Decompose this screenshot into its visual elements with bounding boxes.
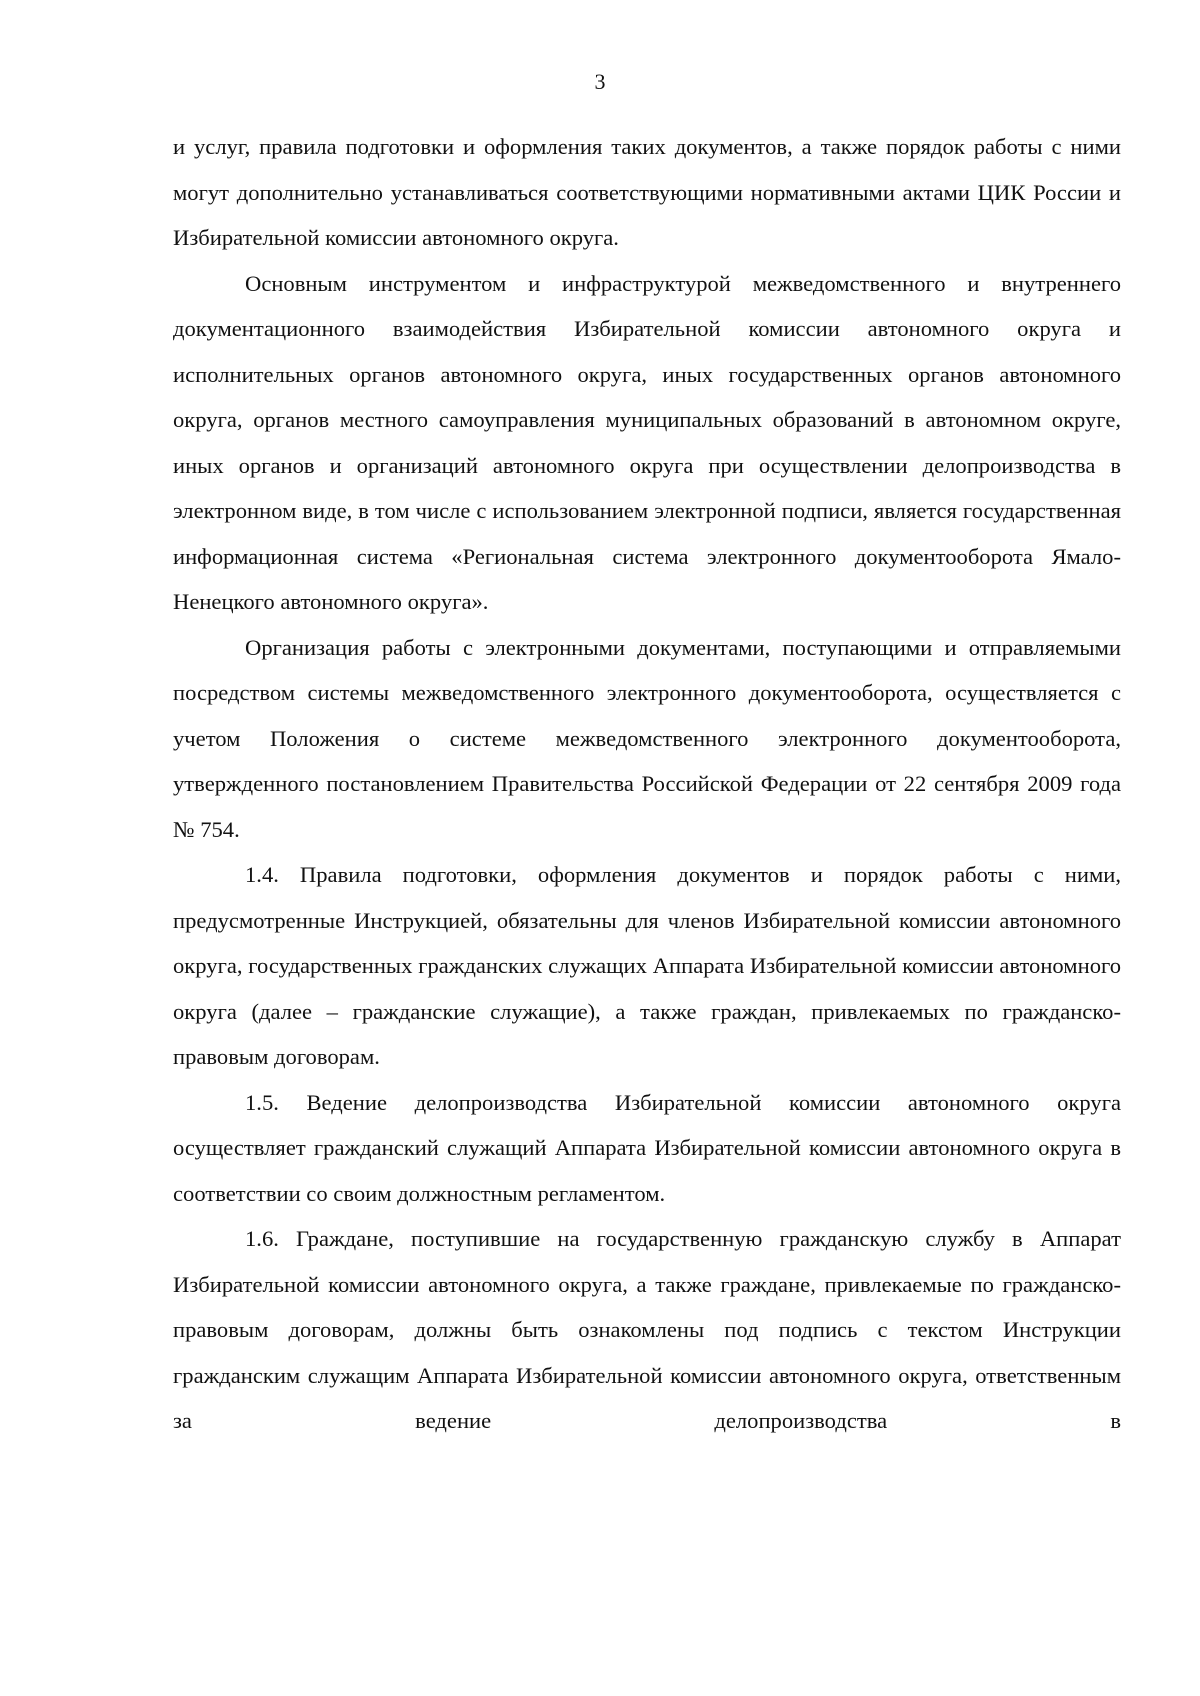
document-body <box>173 124 1121 1444</box>
paragraph-1-4: 1.4. Правила подготовки, оформления документов и порядок работы с ними, предусмотренные Инструкцией, обязательны для членов Избирательной комиссии автономного округа, государственных гражданских служащих Аппарата Избирательной комиссии автономного округа (далее – гражданские служащие), а также граждан, привлекаемых по гражданско-правовым договорам. <box>173 862 1121 1069</box>
paragraph-1-5: 1.5. Ведение делопроизводства Избирательной комиссии автономного округа осуществляет гражданский служащий Аппарата Избирательной комиссии автономного округа в соответствии со своим должностным регламентом. <box>173 1089 1121 1206</box>
page-number: 3 <box>594 69 606 94</box>
paragraph-continuation: и услуг, правила подготовки и оформления таких документов, а также порядок работы с ними могут дополнительно устанавливаться соответствующими нормативными актами ЦИК России и Избирательной комиссии автономного округа. <box>173 134 1121 250</box>
paragraph-infrastructure: Основным инструментом и инфраструктурой межведомственного и внутреннего документационного взаимодействия Избирательной комиссии автономного округа и исполнительных органов автономного округа, иных государственных органов автономного округа, органов местного самоуправления муниципальных образований в автономном округе, иных органов и организаций автономного округа при осуществлении делопроизводства в электронном виде, в том числе с использованием электронной подписи, является государственная информационная система «Региональная система электронного документооборота Ямало-Ненецкого автономного округа». <box>173 270 1121 614</box>
paragraph-1-6: 1.6. Граждане, поступившие на государственную гражданскую службу в Аппарат Избирательной комиссии автономного округа, а также граждане, привлекаемые по гражданско-правовым договорам, должны быть ознакомлены под подпись с текстом Инструкции гражданским служащим Аппарата Избирательной комиссии автономного округа, ответственным за ведение делопроизводства в <box>173 1226 1121 1433</box>
paragraph-electronic-documents: Организация работы с электронными документами, поступающими и отправляемыми посредством системы межведомственного электронного документооборота, осуществляется с учетом Положения о системе межведомственного электронного документооборота, утвержденного постановлением Правительства Российской Федерации от 22 сентября 2009 года № 754. <box>173 634 1121 842</box>
